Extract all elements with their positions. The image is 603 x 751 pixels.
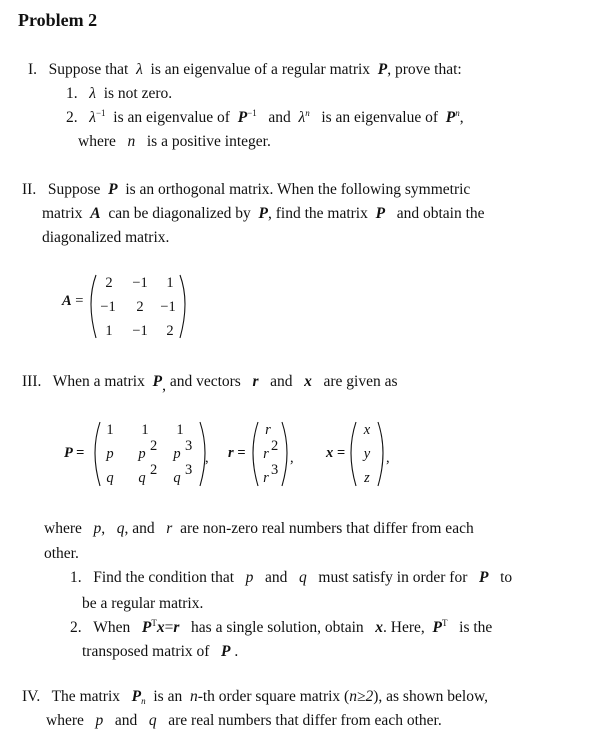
section-1-intro: I. Suppose that λ is an eigenvalue of a regular matrix P, prove that: <box>28 61 462 78</box>
section-3-where-line-1: where p, q, and r are non-zero real numbers that differ from each <box>44 520 474 537</box>
vector-r-comma: , <box>290 450 294 466</box>
matrix-a-cell: 1 <box>166 275 174 291</box>
roman-numeral: I. <box>28 61 38 78</box>
section-3-item-1: 1. Find the condition that p and q must satisfy in order for P to <box>70 569 513 586</box>
section-2-line-1: II. Suppose P is an orthogonal matrix. When the following symmetric <box>22 181 471 198</box>
section-3-line-1: III. When a matrix P, and vectors r and x are given as <box>22 373 398 394</box>
section-1-item-1: 1. λ is not zero. <box>66 85 173 102</box>
matrix-p-cell: 1 <box>106 422 114 438</box>
matrix-p-exp: 2 <box>150 438 158 454</box>
matrix-a-label: A = <box>62 293 84 309</box>
roman-numeral: III. <box>22 373 42 390</box>
matrix-a-cell: 2 <box>105 275 113 291</box>
vector-r-cell: r <box>263 470 269 486</box>
matrix-p-exp: 2 <box>150 462 158 478</box>
matrix-p-cell: 1 <box>176 422 184 438</box>
matrix-p-cell: q <box>173 470 181 486</box>
section-3-item-1-cont: be a regular matrix. <box>82 595 204 612</box>
vector-r-left-bracket <box>253 422 258 486</box>
vector-x-label: x = <box>326 445 346 461</box>
vector-r <box>228 422 294 486</box>
vector-x-left-bracket <box>351 422 356 486</box>
matrix-p-cell: q <box>138 470 146 486</box>
matrix-p-exp: 3 <box>185 462 193 478</box>
matrix-p-cell: 1 <box>141 422 149 438</box>
matrix-p <box>64 422 209 486</box>
section-1-item-2-cont: where n is a positive integer. <box>78 133 271 150</box>
vector-x-cell: y <box>363 446 371 462</box>
vector-r-cell: r <box>265 422 271 438</box>
vector-x-right-bracket <box>378 422 383 486</box>
section-2-line-2: matrix A can be diagonalized by P, find the matrix P and obtain the <box>42 205 485 222</box>
matrix-a <box>61 275 185 339</box>
matrix-a-cell: 1 <box>105 323 113 339</box>
section-3-item-2: 2. When $P^Tx=r$ has a single solution, obtain x. Here, $P^T$ is the <box>70 618 493 636</box>
matrix-p-cell: p <box>138 446 146 462</box>
section-3-item-2-cont: transposed matrix of P . <box>82 643 239 660</box>
vector-x-cell: z <box>364 470 370 486</box>
vector-x-cell: x <box>363 422 371 438</box>
section-4-line-1: IV. The matrix $P_n$ is an n-th order square matrix (n≥2), as shown below, <box>22 688 489 706</box>
matrix-p-cell: p <box>106 446 114 462</box>
matrix-p-cell: q <box>106 470 114 486</box>
section-2-line-3: diagonalized matrix. <box>42 229 170 246</box>
matrix-a-cell: −1 <box>160 299 176 315</box>
vector-x <box>325 422 390 486</box>
section-1-item-2: 2. $\lambda^{-1}$ is an eigenvalue of $P^{-1}$ and $\lambda^n$ is an eigenvalue of $P^n$, <box>66 108 464 126</box>
vector-r-cell: r <box>263 446 269 462</box>
vector-x-comma: , <box>386 450 390 466</box>
vector-r-exp: 2 <box>271 438 279 454</box>
matrix-a-cell: 2 <box>136 299 144 315</box>
matrix-p-exp: 3 <box>185 438 193 454</box>
matrix-a-left-bracket <box>91 275 96 338</box>
matrix-p-cell: p <box>173 446 181 462</box>
matrix-p-comma: , <box>205 450 209 466</box>
matrix-a-cell: −1 <box>132 323 148 339</box>
matrix-a-cell: −1 <box>100 299 116 315</box>
section-3-where-line-2: other. <box>44 545 79 562</box>
section-4-line-2: where p and q are real numbers that differ from each other. <box>46 712 442 729</box>
matrix-p-label: P = <box>64 445 85 461</box>
vector-r-exp: 3 <box>271 462 279 478</box>
matrix-a-cell: −1 <box>132 275 148 291</box>
matrix-p-left-bracket <box>95 422 100 486</box>
roman-numeral: II. <box>22 181 37 198</box>
page-title: Problem 2 <box>18 10 98 30</box>
vector-r-right-bracket <box>282 422 287 486</box>
matrix-a-right-bracket <box>180 275 185 338</box>
roman-numeral: IV. <box>22 688 41 705</box>
matrix-a-cell: 2 <box>166 323 174 339</box>
vector-r-label: r = <box>228 445 246 461</box>
